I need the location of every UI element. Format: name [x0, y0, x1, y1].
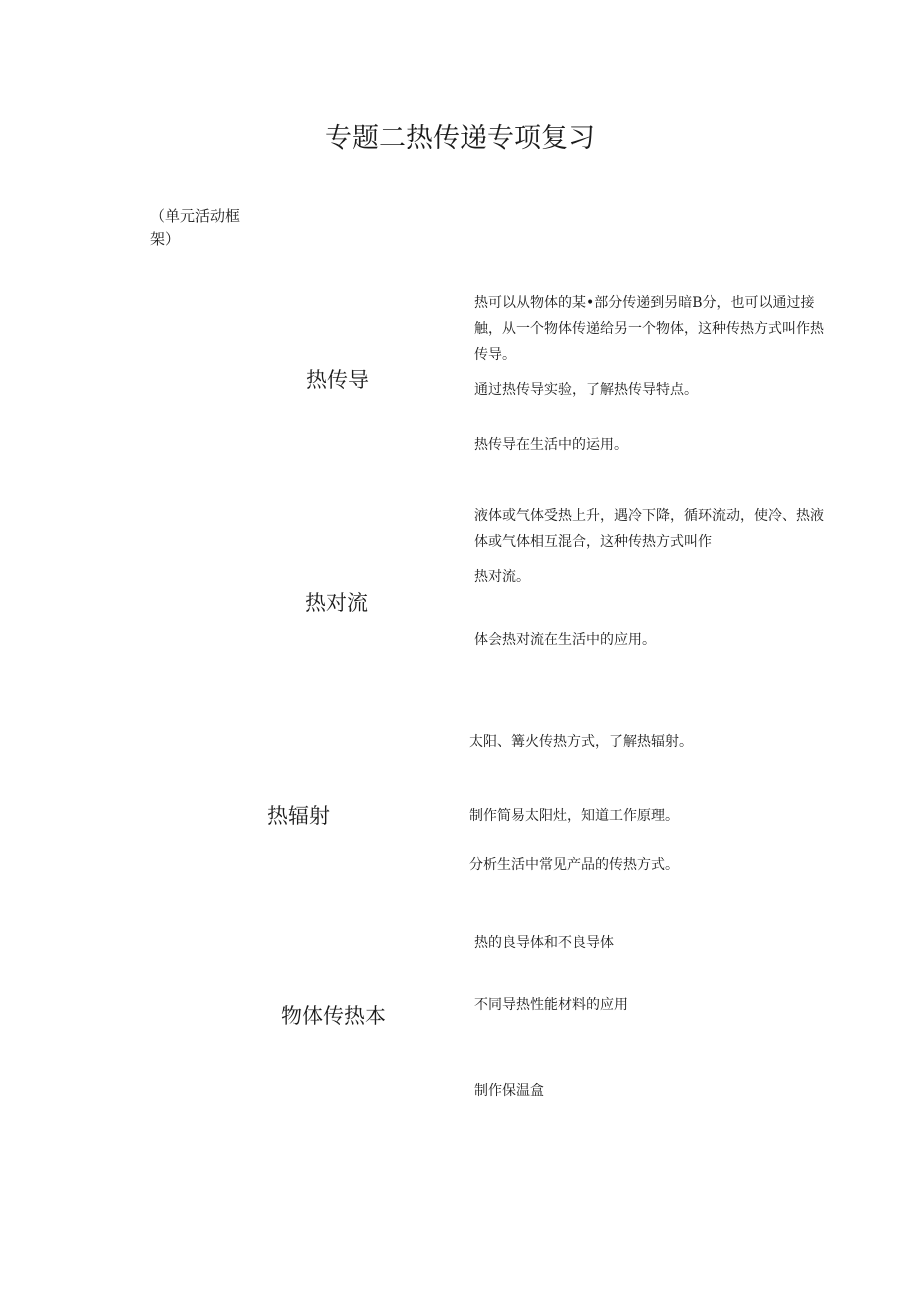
convection-definition: 液体或气体受热上升，遇冷下降，循环流动，使冷、热液体或气体相互混合，这种传热方式叫作 [474, 508, 824, 550]
convection-application: 体会热对流在生活中的应用。 [474, 632, 656, 648]
topic-heat-convection: 热对流 [305, 591, 368, 615]
framework-label: （单元活动框架） [150, 207, 241, 248]
conduction-definition: 热可以从物体的某•部分传递到另暗B分，也可以通过接触，从一个物体传递给另一个物体，这种传热方式叫作热传导。 [474, 295, 824, 363]
material-applications: 不同导热性能材料的应用 [474, 997, 628, 1013]
material-insulated-box: 制作保温盒 [474, 1083, 544, 1099]
radiation-solar-cooker: 制作简易太阳灶，知道工作原理。 [469, 808, 679, 824]
topic-heat-conduction: 热传导 [306, 368, 369, 392]
material-conductors: 热的良导体和不良导体 [474, 935, 614, 951]
topic-heat-radiation: 热辐射 [267, 804, 330, 828]
conduction-application: 热传导在生活中的运用。 [474, 437, 628, 453]
radiation-sources: 太阳、篝火传热方式，了解热辐射。 [469, 734, 693, 750]
topic-material-heat-transfer: 物体传热本 [281, 1004, 386, 1028]
radiation-products: 分析生活中常见产品的传热方式。 [469, 857, 679, 873]
conduction-experiment: 通过热传导实验，了解热传导特点。 [474, 382, 698, 398]
page-title: 专题二热传递专项复习 [325, 123, 595, 154]
convection-term: 热对流。 [474, 569, 530, 585]
